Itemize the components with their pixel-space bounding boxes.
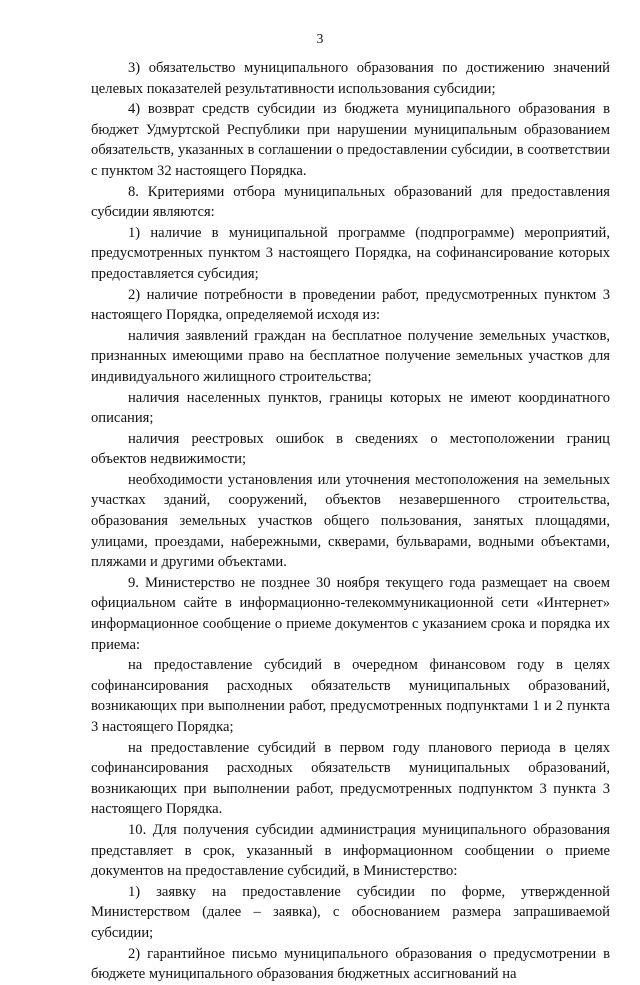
paragraph-item-3-obligation: 3) обязательство муниципального образования по достижению значений целевых показателей результативности использования субсидии; xyxy=(91,60,610,97)
paragraph-section-9: 9. Министерство не позднее 30 ноября текущего года размещает на своем официальном сайте в информационно-телекоммуникационной сети «Интернет» информационное сообщение о приеме документов с указанием срока и порядка их приема: xyxy=(91,574,610,653)
paragraph-item-4-refund: 4) возврат средств субсидии из бюджета муниципального образования в бюджет Удмуртской Республики при нарушении муниципальным образованием обязательств, указанных в соглашении о предоставлении субсидии, в соответствии с пунктом 32 настоящего Порядка. xyxy=(91,101,610,179)
paragraph-criterion-1: 1) наличие в муниципальной программе (подпрограмме) мероприятий, предусмотренных пунктом 3 настоящего Порядка, на софинансирование которых предоставляется субсидия; xyxy=(91,224,610,282)
paragraph-need-registry-errors: наличия реестровых ошибок в сведениях о местоположении границ объектов недвижимости; xyxy=(91,430,610,468)
paragraph-subsidy-planning-period: на предоставление субсидий в первом году планового периода в целях софинансирования расходных обязательств муниципальных образований, возникающих при выполнении работ, предусмотренных подпунктом 3 пункта 3 настоящего Порядка. xyxy=(91,739,610,818)
document-body xyxy=(91,58,610,985)
paragraph-need-location: необходимости установления или уточнения местоположения на земельных участках зданий, сооружений, объектов незавершенного строительства, образования земельных участков общего пользования, занятых площадями, улицами, проездами, набережными, скверами, бульварами, водными объектами, пляжами и другими объектами. xyxy=(91,471,610,571)
paragraph-need-settlements: наличия населенных пунктов, границы которых не имеют координатного описания; xyxy=(91,389,610,427)
paragraph-need-applications: наличия заявлений граждан на бесплатное получение земельных участков, признанных имеющими право на бесплатное получение земельных участков для индивидуального жилищного строительства; xyxy=(91,327,610,385)
paragraph-section-10: 10. Для получения субсидии администрация муниципального образования представляет в срок, указанный в информационном сообщении о приеме документов на предоставление субсидий, в Министерство: xyxy=(91,821,610,880)
paragraph-section-8: 8. Критериями отбора муниципальных образований для предоставления субсидии являются: xyxy=(91,183,610,221)
page-number: 3 xyxy=(316,31,324,46)
paragraph-document-guarantee-letter: 2) гарантийное письмо муниципального образования о предусмотрении в бюджете муниципального образования бюджетных ассигнований на xyxy=(91,945,610,983)
paragraph-document-application: 1) заявку на предоставление субсидии по форме, утвержденной Министерством (далее – заявка), с обоснованием размера запрашиваемой субсидии; xyxy=(91,883,610,941)
paragraph-subsidy-next-year: на предоставление субсидий в очередном финансовом году в целях софинансирования расходных обязательств муниципальных образований, возникающих при выполнении работ, предусмотренных подпунктами 1 и 2 пункта 3 настоящего Порядка; xyxy=(91,657,610,735)
paragraph-criterion-2: 2) наличие потребности в проведении работ, предусмотренных пунктом 3 настоящего Порядка, определяемой исходя из: xyxy=(91,286,610,324)
